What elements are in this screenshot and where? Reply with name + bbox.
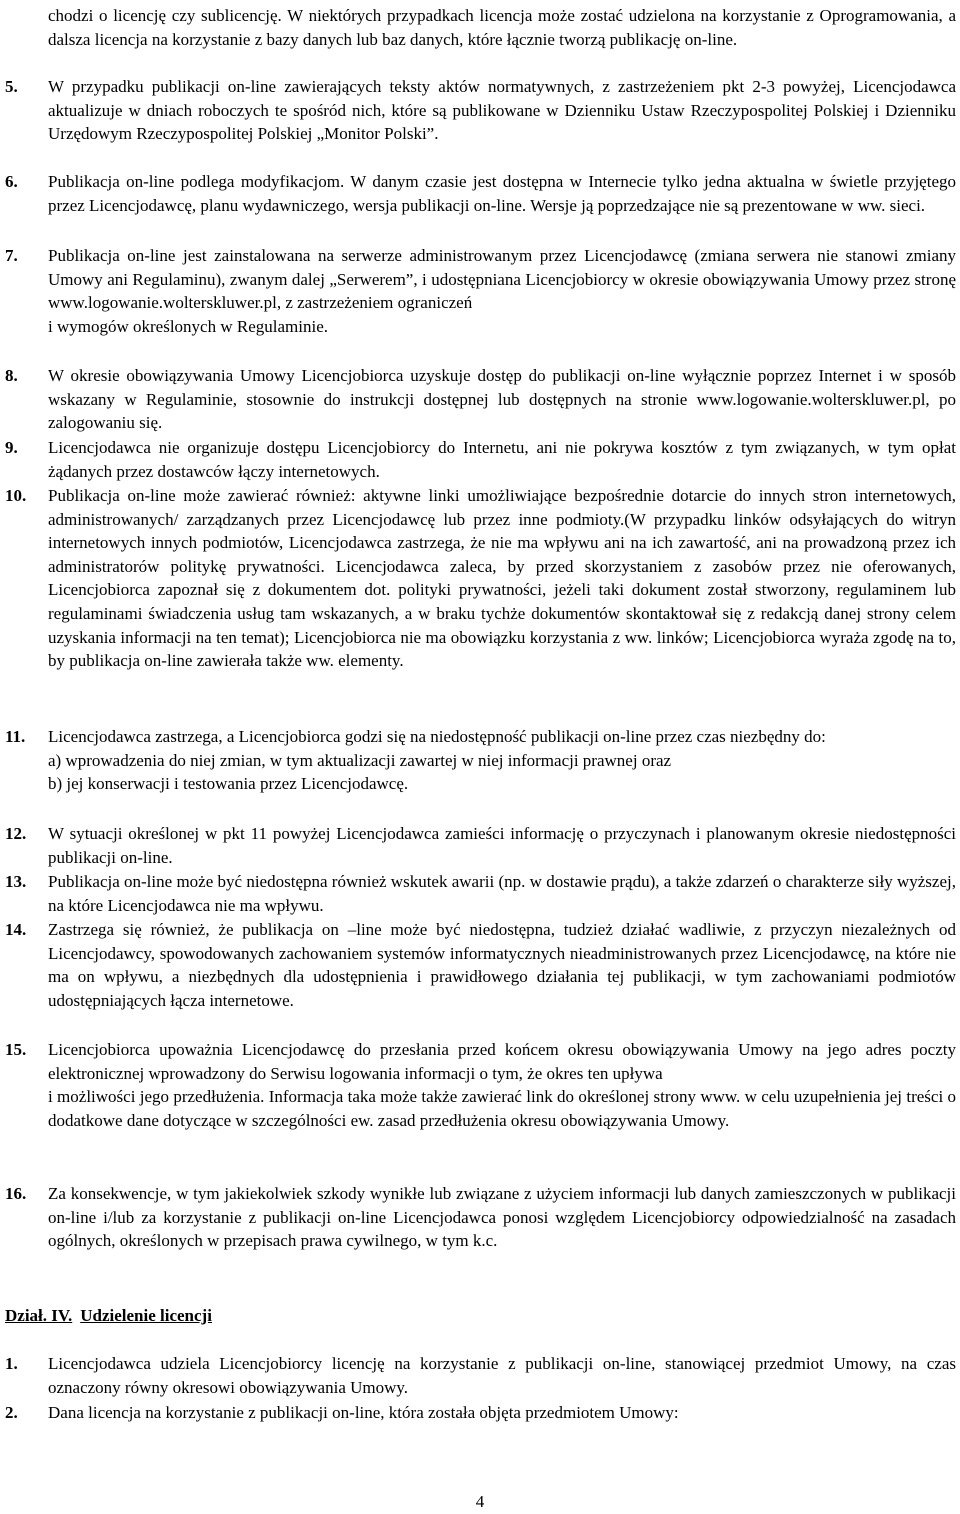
item-text: Publikacja on-line może być niedostępna również wskutek awarii (np. w dostawie prądu), a także zdarzeń o charakterze siły wyższej, na które Licencjodawca nie ma wpływu. <box>48 872 956 915</box>
list-item-16 <box>5 1182 956 1253</box>
item-text: Publikacja on-line może zawierać również: aktywne linki umożliwiające bezpośrednie dotarcie do innych stron internetowych, administrowanych/ zarządzanych przez Licencjodawcę lub przez inne podmioty.(W przypadku linków odsyłających do witryn internetowych innych podmiotów, Licencjodawca zastrzega, że nie ma wpływu ani na ich zawartość, ani na prowadzoną przez ich administratorów politykę prywatności. Licencjodawca zaleca, by przed skorzystaniem z zasobów przez nie oferowanych, Licencjobiorca zapoznał się z dokumentem dot. polityki prywatności, jeżeli taki dokument został stworzony, regulaminem lub regulaminami świadczenia usług tam wskazanych, a w braku tychże dokumentów skontaktował się z redakcją danej strony celem uzyskania informacji na ten temat); Licencjobiorca nie ma obowiązku korzystania z ww. linków; Licencjobiorca wyraża zgodę na to, by publikacja on-line zawierała także ww. elementy. <box>48 486 956 671</box>
item-number: 16. <box>5 1184 27 1203</box>
list-item-5 <box>5 75 956 146</box>
page-number: 4 <box>475 1492 485 1511</box>
item-text: Licencjodawca udziela Licencjobiorcy licencję na korzystanie z publikacji on-line, stanowiącej przedmiot Umowy, na czas oznaczony równy okresowi obowiązywania Umowy. <box>48 1354 956 1397</box>
list-item-10 <box>5 484 956 673</box>
item-text: W przypadku publikacji on-line zawierających teksty aktów normatywnych, z zastrzeżeniem pkt 2-3 powyżej, Licencjodawca aktualizuje w dniach roboczych te spośród nich, które są publikowane w Dzienniku Ustaw Rzeczypospolitej Polskiej i Dzienniku Urzędowym Rzeczypospolitej Polskiej „Monitor Polski”. <box>48 77 956 144</box>
item-number: 10. <box>5 486 27 505</box>
item-text: Zastrzega się również, że publikacja on –line może być niedostępna, tudzież działać wadliwie, z przyczyn niezależnych od Licencjodawcy, spowodowanych zachowaniem systemów informatycznych nieadministrowanych przez Licencjodawcę, na które nie ma on wpływu, a niezbędnych dla udostępnienia i prawidłowego działania tej publikacji, w tym zachowaniami podmiotów udostępniających łącza internetowe. <box>48 920 956 1010</box>
section-item-1 <box>5 1352 956 1399</box>
item-text: Dana licencja na korzystanie z publikacji on-line, która została objęta przedmiotem Umowy: <box>48 1403 679 1422</box>
list-item-8 <box>5 364 956 435</box>
item-number: 1. <box>5 1354 18 1373</box>
item-number: 7. <box>5 246 18 265</box>
item-number: 15. <box>5 1040 27 1059</box>
list-item-7 <box>5 244 956 338</box>
item-text: a) wprowadzenia do niej zmian, w tym aktualizacji zawartej w niej informacji prawnej oraz <box>48 750 672 770</box>
item-text: Publikacja on-line jest zainstalowana na serwerze administrowanym przez Licencjodawcę (zmiana serwera nie stanowi zmiany Umowy ani Regulaminu), zwanym dalej „Serwerem”, i udostępniana Licencjobiorcy w okresie obowiązywania Umowy przez stronę www.logowanie.wolterskluwer.pl, z zastrzeżeniem ograniczeń <box>48 246 956 313</box>
list-item-11 <box>5 725 956 796</box>
item-number: 11. <box>5 727 26 746</box>
item-text: W sytuacji określonej w pkt 11 powyżej Licencjodawca zamieści informację o przyczynach i planowanym okresie niedostępności publikacji on-line. <box>48 824 956 867</box>
item-number: 12. <box>5 824 27 843</box>
item-number: 2. <box>5 1403 18 1422</box>
item-text: W okresie obowiązywania Umowy Licencjobiorca uzyskuje dostęp do publikacji on-line wyłącznie poprzez Internet i w sposób wskazany w Regulaminie, stosownie do instrukcji dostępnej lub dostępnych na stronie www.logowanie.wolterskluwer.pl, po zalogowaniu się. <box>48 366 956 433</box>
item-text: Licencjodawca zastrzega, a Licencjobiorca godzi się na niedostępność publikacji on-line przez czas niezbędny do: <box>48 727 826 746</box>
list-item-9 <box>5 436 956 483</box>
section-title: Udzielenie licencji <box>80 1306 212 1325</box>
intro-continuation: chodzi o licencję czy sublicencję. W niektórych przypadkach licencja może zostać udzielona na korzystanie z Oprogramowania, a dalsza licencja na korzystanie z bazy danych lub baz danych, które łącznie tworzą publikację on-line. <box>48 6 956 49</box>
section-item-2 <box>5 1401 956 1425</box>
list-item-12 <box>5 822 956 869</box>
item-text: Licencjobiorca upoważnia Licencjodawcę do przesłania przed końcem okresu obowiązywania Umowy na jego adres poczty elektronicznej wprowadzony do Serwisu logowania informacji o tym, że okres ten upływa <box>48 1040 956 1083</box>
item-number: 6. <box>5 172 18 191</box>
section-label: Dział. IV. <box>5 1306 73 1325</box>
item-text: i możliwości jego przedłużenia. Informacja taka może także zawierać link do określonej strony www. w celu uzupełnienia jej treści o dodatkowe dane dotyczące w szczególności ew. zasad przedłużenia okresu obowiązywania Umowy. <box>48 1087 956 1130</box>
section-heading <box>5 1304 212 1328</box>
item-number: 13. <box>5 872 27 891</box>
item-text: i wymogów określonych w Regulaminie. <box>48 316 328 336</box>
item-number: 14. <box>5 920 27 939</box>
item-text: b) jej konserwacji i testowania przez Licencjodawcę. <box>48 774 409 794</box>
list-item-6 <box>5 170 956 217</box>
list-item-15 <box>5 1038 956 1132</box>
item-text: Licencjodawca nie organizuje dostępu Licencjobiorcy do Internetu, ani nie pokrywa kosztów z tym związanych, w tym opłat żądanych przez dostawców łączy internetowych. <box>48 438 956 481</box>
item-text: Za konsekwencje, w tym jakiekolwiek szkody wynikłe lub związane z użyciem informacji lub danych zamieszczonych w publikacji on-line i/lub za korzystanie z publikacji on-line Licencjodawca ponosi względem Licencjobiorcy odpowiedzialność na zasadach ogólnych, określonych w przepisach prawa cywilnego, w tym k.c. <box>48 1184 956 1251</box>
item-number: 8. <box>5 366 18 385</box>
list-item-14 <box>5 918 956 1012</box>
item-number: 5. <box>5 77 18 96</box>
item-text: Publikacja on-line podlega modyfikacjom. W danym czasie jest dostępna w Internecie tylko jedna aktualna w świetle przyjętego przez Licencjodawcę, planu wydawniczego, wersja publikacji on-line. Wersje ją poprzedzające nie są prezentowane w ww. sieci. <box>48 172 956 215</box>
item-number: 9. <box>5 438 18 457</box>
list-item-13 <box>5 870 956 917</box>
